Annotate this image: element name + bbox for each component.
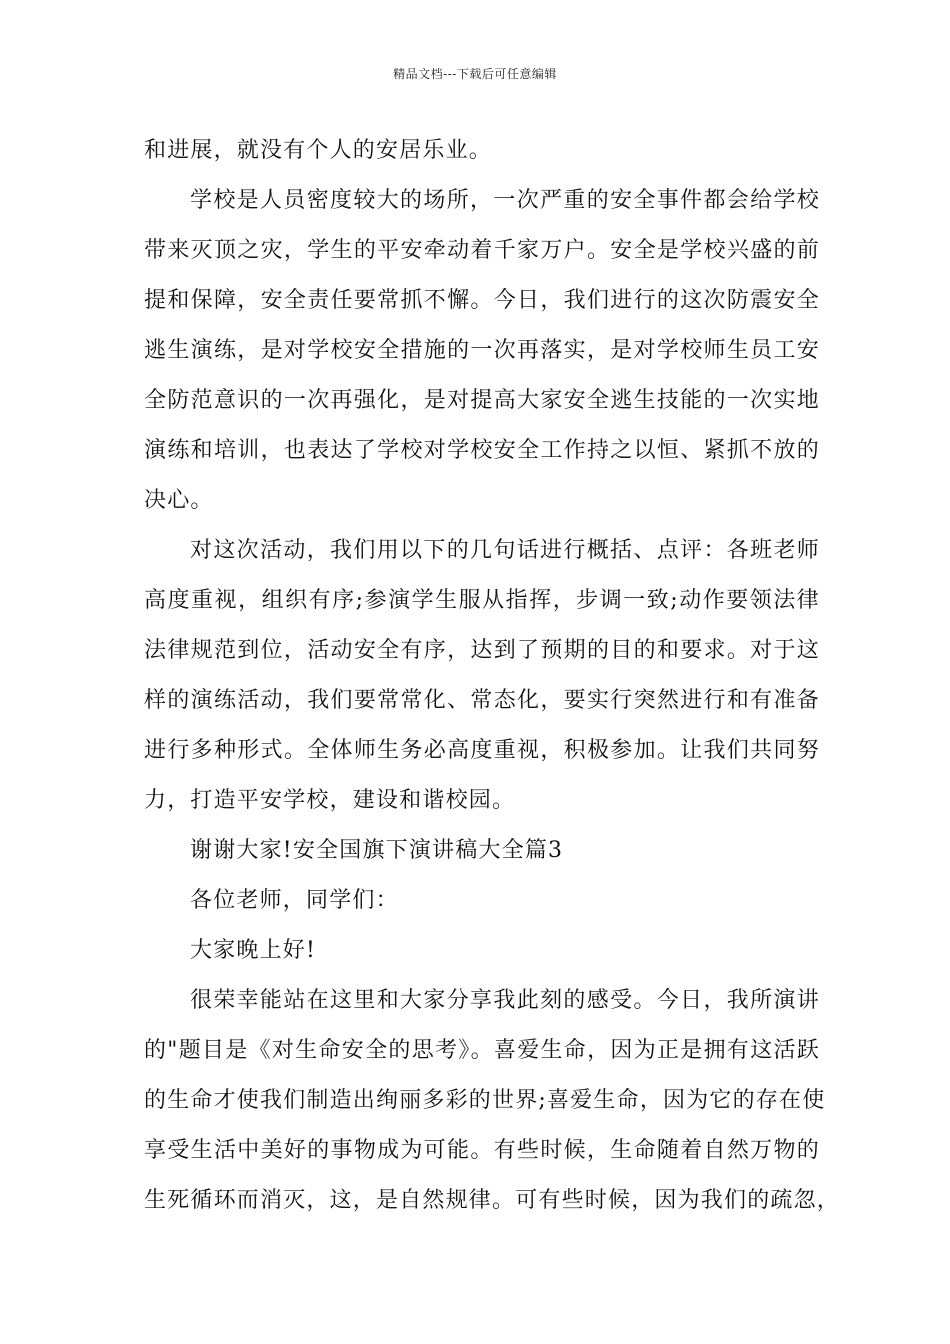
text-line: 演练和培训，也表达了学校对学校安全工作持之以恒、紧抓不放的	[144, 438, 820, 463]
text-line: 的生命才使我们制造出绚丽多彩的世界;喜爱生命，因为它的存在使	[144, 1088, 826, 1113]
text-line: 提和保障，安全责任要常抓不懈。今日，我们进行的这次防震安全	[144, 288, 820, 313]
text-line: 对这次活动，我们用以下的几句话进行概括、点评：各班老师	[190, 538, 820, 563]
text-line: 进行多种形式。全体师生务必高度重视，积极参加。让我们共同努	[144, 738, 820, 763]
text-line: 力，打造平安学校，建设和谐校园。	[144, 788, 516, 813]
page-header: 精品文档---下载后可任意编辑	[393, 67, 557, 81]
text-line: 享受生活中美好的事物成为可能。有些时候，生命随着自然万物的	[144, 1138, 820, 1163]
text-line: 高度重视，组织有序;参演学生服从指挥，步调一致;动作要领法律	[144, 588, 820, 613]
text-line: 全防范意识的一次再强化，是对提高大家安全逃生技能的一次实地	[144, 388, 820, 413]
greeting: 大家晚上好!	[190, 938, 317, 963]
text-line: 法律规范到位，活动安全有序，达到了预期的目的和要求。对于这	[144, 638, 820, 663]
text-line: 和进展，就没有个人的安居乐业。	[144, 138, 493, 163]
text-line: 样的演练活动，我们要常常化、常态化，要实行突然进行和有准备	[144, 688, 820, 713]
text-line: 带来灭顶之灾，学生的平安牵动着千家万户。安全是学校兴盛的前	[144, 238, 820, 263]
text-line: 很荣幸能站在这里和大家分享我此刻的感受。今日，我所演讲	[190, 988, 820, 1013]
text-line: 决心。	[144, 488, 214, 513]
text-line: 生死循环而消灭，这，是自然规律。可有些时候，因为我们的疏忽，	[144, 1188, 841, 1213]
text-line: 的"题目是《对生命安全的思考》。喜爱生命，因为正是拥有这活跃	[144, 1038, 820, 1063]
salutation: 各位老师，同学们：	[190, 888, 399, 913]
section-heading: 谢谢大家!安全国旗下演讲稿大全篇3	[190, 838, 564, 863]
document-body	[144, 126, 841, 1226]
text-line: 学校是人员密度较大的场所，一次严重的安全事件都会给学校	[190, 188, 820, 213]
text-line: 逃生演练，是对学校安全措施的一次再落实，是对学校师生员工安	[144, 338, 820, 363]
